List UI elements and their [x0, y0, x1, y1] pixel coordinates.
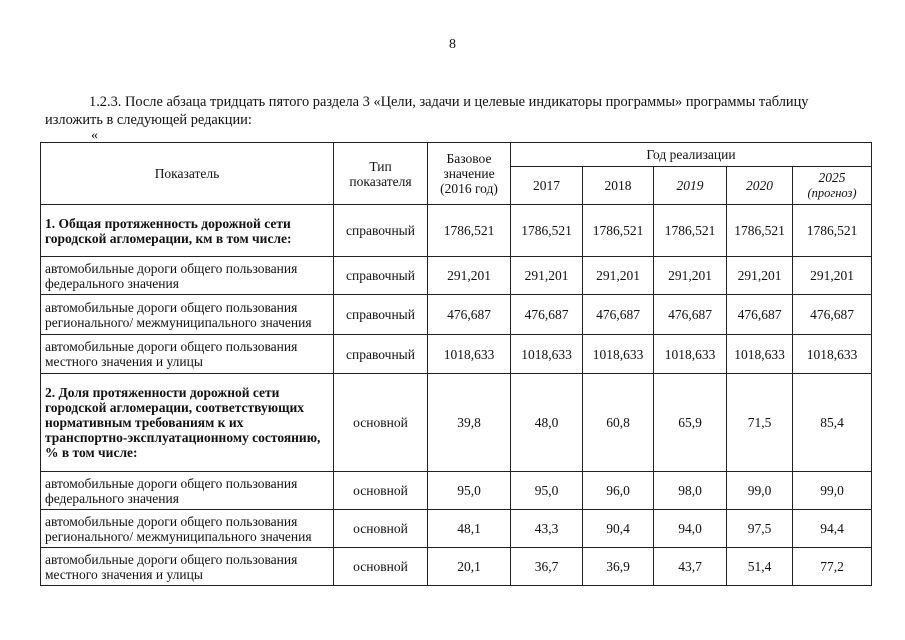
table-body	[41, 205, 872, 586]
base-value-cell: 476,687	[428, 295, 511, 335]
table-row	[41, 548, 872, 586]
year-value-cell: 1786,521	[654, 205, 727, 257]
header-type: Тип показателя	[334, 143, 428, 205]
indicator-name: автомобильные дороги общего пользования регионального/ межмуниципального значения	[41, 295, 334, 335]
indicator-name: автомобильные дороги общего пользования федерального значения	[41, 472, 334, 510]
base-value-cell: 1786,521	[428, 205, 511, 257]
year-value-cell: 99,0	[727, 472, 793, 510]
year-value-cell: 1018,633	[583, 335, 654, 374]
header-year-2025	[793, 167, 872, 205]
table-row	[41, 472, 872, 510]
base-value-cell: 39,8	[428, 374, 511, 472]
year-value-cell: 85,4	[793, 374, 872, 472]
year-value-cell: 291,201	[583, 257, 654, 295]
year-value-cell: 90,4	[583, 510, 654, 548]
year-value-cell: 1786,521	[583, 205, 654, 257]
header-year-2017: 2017	[511, 167, 583, 205]
year-value-cell: 476,687	[727, 295, 793, 335]
header-base-value: Базовое значение (2016 год)	[428, 143, 511, 205]
intro-paragraph: 1.2.3. После абзаца тридцать пятого раздела 3 «Цели, задачи и целевые индикаторы программы» программы таблицу изложить в следующей редакции:	[45, 94, 809, 128]
year-value-cell: 291,201	[654, 257, 727, 295]
indicator-name: автомобильные дороги общего пользования местного значения и улицы	[41, 548, 334, 586]
year-value-cell: 1786,521	[793, 205, 872, 257]
table-row	[41, 295, 872, 335]
year-value-cell: 476,687	[511, 295, 583, 335]
year-value-cell: 96,0	[583, 472, 654, 510]
year-value-cell: 36,9	[583, 548, 654, 586]
year-value-cell: 476,687	[793, 295, 872, 335]
indicator-name: 2. Доля протяженности дорожной сети городской агломерации, соответствующих нормативным требованиям к их транспортно-эксплуатационному состоянию, % в том числе:	[41, 374, 334, 472]
header-year-2020: 2020	[727, 167, 793, 205]
year-value-cell: 95,0	[511, 472, 583, 510]
year-value-cell: 291,201	[793, 257, 872, 295]
year-value-cell: 65,9	[654, 374, 727, 472]
indicator-type: справочный	[334, 257, 428, 295]
table-row	[41, 510, 872, 548]
year-value-cell: 1018,633	[511, 335, 583, 374]
indicator-type: справочный	[334, 295, 428, 335]
year-value-cell: 43,7	[654, 548, 727, 586]
indicator-name: 1. Общая протяженность дорожной сети городской агломерации, км в том числе:	[41, 205, 334, 257]
table-row	[41, 374, 872, 472]
indicator-type: справочный	[334, 205, 428, 257]
base-value-cell: 291,201	[428, 257, 511, 295]
year-value-cell: 1018,633	[793, 335, 872, 374]
year-value-cell: 98,0	[654, 472, 727, 510]
indicators-table	[40, 142, 872, 586]
year-value-cell: 36,7	[511, 548, 583, 586]
header-year-group: Год реализации	[511, 143, 872, 167]
year-value-cell: 291,201	[511, 257, 583, 295]
year-value-cell: 1018,633	[654, 335, 727, 374]
base-value-cell: 1018,633	[428, 335, 511, 374]
year-value-cell: 1786,521	[727, 205, 793, 257]
indicator-type: справочный	[334, 335, 428, 374]
year-value-cell: 1786,521	[511, 205, 583, 257]
year-value-cell: 1018,633	[727, 335, 793, 374]
year-value-cell: 97,5	[727, 510, 793, 548]
year-value-cell: 71,5	[727, 374, 793, 472]
year-value-cell: 94,4	[793, 510, 872, 548]
year-value-cell: 77,2	[793, 548, 872, 586]
opening-quote: «	[91, 128, 98, 143]
indicator-name: автомобильные дороги общего пользования местного значения и улицы	[41, 335, 334, 374]
header-year-2018: 2018	[583, 167, 654, 205]
year-value-cell: 476,687	[583, 295, 654, 335]
year-value-cell: 48,0	[511, 374, 583, 472]
year-value-cell: 60,8	[583, 374, 654, 472]
table-row	[41, 335, 872, 374]
year-value-cell: 99,0	[793, 472, 872, 510]
table-row	[41, 205, 872, 257]
table-row	[41, 257, 872, 295]
base-value-cell: 48,1	[428, 510, 511, 548]
indicator-type: основной	[334, 510, 428, 548]
year-value-cell: 476,687	[654, 295, 727, 335]
year-value-cell: 291,201	[727, 257, 793, 295]
indicator-name: автомобильные дороги общего пользования регионального/ межмуниципального значения	[41, 510, 334, 548]
year-value-cell: 51,4	[727, 548, 793, 586]
indicator-type: основной	[334, 374, 428, 472]
base-value-cell: 95,0	[428, 472, 511, 510]
header-year-2019: 2019	[654, 167, 727, 205]
header-indicator: Показатель	[41, 143, 334, 205]
indicator-type: основной	[334, 472, 428, 510]
header-forecast-note: (прогноз)	[807, 186, 857, 200]
indicator-type: основной	[334, 548, 428, 586]
indicator-name: автомобильные дороги общего пользования федерального значения	[41, 257, 334, 295]
year-value-cell: 43,3	[511, 510, 583, 548]
base-value-cell: 20,1	[428, 548, 511, 586]
year-value-cell: 94,0	[654, 510, 727, 548]
header-year-2025-label: 2025	[818, 170, 846, 185]
page-number: 8	[449, 37, 456, 52]
